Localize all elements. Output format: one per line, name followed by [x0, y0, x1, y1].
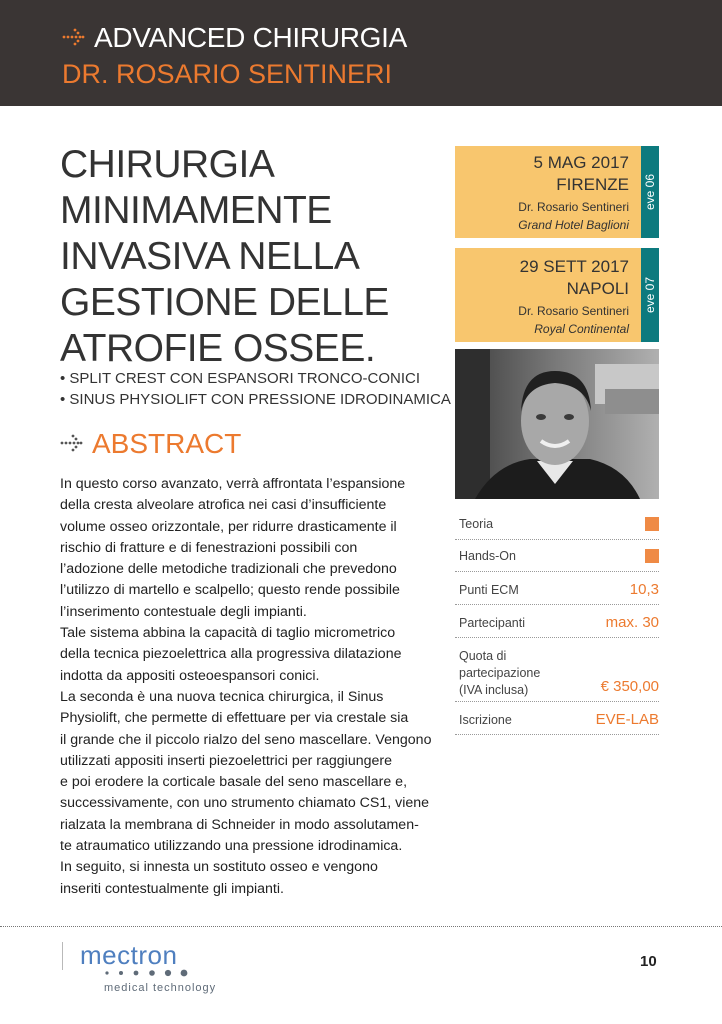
- abstract-line: In questo corso avanzato, verrà affrontata l’espansione: [60, 476, 406, 492]
- hands-on-indicator: [645, 549, 659, 563]
- info-label: Hands-On: [459, 549, 516, 563]
- title-line: CHIRURGIA: [60, 143, 275, 186]
- abstract-line: Physiolift, che permette di effettuare per via crestale sia: [60, 710, 409, 727]
- quota-label-line: partecipazione: [459, 666, 541, 680]
- doctor-photo: [455, 349, 659, 499]
- info-row-teoria: [455, 509, 659, 540]
- event-venue: Grand Hotel Baglioni: [518, 218, 629, 232]
- quota-label-line: Quota di: [459, 649, 507, 663]
- page-number: 10: [640, 953, 657, 970]
- info-label: Iscrizione: [459, 713, 512, 727]
- event-code: eve 07: [643, 276, 657, 314]
- course-info-table: [455, 509, 659, 735]
- dotted-arrow-icon: [60, 434, 86, 452]
- header-band: [0, 0, 722, 106]
- info-row-hands-on: [455, 540, 659, 572]
- footer-divider: [0, 926, 722, 927]
- abstract-line: il grande che il piccolo rialzo del seno mascellare. Vengono: [60, 731, 432, 748]
- event-card-firenze: [455, 146, 659, 238]
- quota-label-line: (IVA inclusa): [459, 683, 529, 697]
- bullet-item: • SPLIT CREST CON ESPANSORI TRONCO-CONICI: [60, 370, 421, 387]
- abstract-line: della cresta alveolare atrofica nei casi d’insufficiente: [60, 497, 387, 514]
- info-label: Partecipanti: [459, 616, 526, 630]
- dotted-arrow-icon: [62, 28, 88, 46]
- event-card-napoli: [455, 248, 659, 342]
- abstract-line: te atraumatico utilizzando una pressione idrodinamica.: [60, 838, 403, 855]
- info-value: € 350,00: [600, 678, 659, 695]
- info-value: EVE-LAB: [595, 711, 659, 728]
- abstract-line: inseriti contestualmente gli impianti.: [60, 880, 284, 897]
- logo-dots-icon: [104, 968, 204, 978]
- abstract-line: l’adozione delle metodiche tradizionali che prevedono: [60, 561, 397, 578]
- abstract-line: Tale sistema abbina la capacità di taglio micrometrico: [60, 625, 396, 642]
- info-label: Teoria: [459, 517, 494, 531]
- abstract-body: [60, 474, 445, 900]
- info-label: Punti ECM: [459, 583, 519, 597]
- header-subtitle: DR. ROSARIO SENTINERI: [62, 59, 393, 89]
- teoria-indicator: [645, 517, 659, 531]
- abstract-line: volume osseo orizzontale, per ridurre drasticamente il: [60, 518, 397, 535]
- event-city: FIRENZE: [556, 175, 629, 194]
- event-date: 5 MAG 2017: [533, 153, 629, 172]
- header-line1: ADVANCED CHIRURGIA: [94, 22, 408, 53]
- event-code-tag: [641, 248, 659, 342]
- portrait-image: [455, 349, 659, 499]
- info-value: max. 30: [605, 614, 659, 631]
- abstract-line: e poi erodere la corticale basale del seno mascellare e,: [60, 774, 408, 791]
- header-title: [62, 22, 407, 54]
- abstract-line: successivamente, con uno strumento chiamato CS1, viene: [60, 795, 430, 812]
- info-row-iscrizione: [455, 702, 659, 735]
- abstract-heading: [60, 428, 241, 460]
- bullet-item: • SINUS PHYSIOLIFT CON PRESSIONE IDRODINAMICA: [60, 391, 451, 408]
- logo-tagline: medical technology: [104, 982, 217, 994]
- abstract-line: l’utilizzo di martello e scalpello; questo rende possibile: [60, 582, 400, 599]
- event-doctor: Dr. Rosario Sentineri: [518, 200, 629, 214]
- abstract-line: rischio di fratture e di fenestrazioni possibili con: [60, 539, 358, 556]
- abstract-line: rialzata la membrana di Schneider in modo assolutamen-: [60, 816, 419, 833]
- event-venue: Royal Continental: [534, 322, 629, 336]
- abstract-line: utilizzati appositi inserti piezoelettrici per raggiungere: [60, 752, 392, 769]
- event-city: NAPOLI: [566, 279, 629, 298]
- info-row-punti-ecm: [455, 572, 659, 605]
- abstract-heading-text: ABSTRACT: [92, 428, 242, 459]
- abstract-line: La seconda è una nuova tecnica chirurgica, il Sinus: [60, 688, 384, 705]
- event-code: eve 06: [643, 173, 657, 211]
- course-title: [60, 142, 450, 372]
- title-line: MINIMAMENTE: [60, 189, 332, 232]
- event-date: 29 SETT 2017: [519, 257, 629, 276]
- title-line: ATROFIE OSSEE.: [60, 327, 376, 370]
- title-line: INVASIVA NELLA: [60, 235, 360, 278]
- logo-divider: [62, 942, 63, 970]
- event-doctor: Dr. Rosario Sentineri: [518, 304, 629, 318]
- abstract-line: della tecnica piezoelettrica alla progressiva dilatazione: [60, 646, 402, 663]
- mectron-logo: [62, 938, 232, 998]
- abstract-line: indotta da appositi osteoespansori conici.: [60, 667, 320, 684]
- abstract-line: l’inserimento contestuale degli impianti.: [60, 603, 307, 620]
- title-line: GESTIONE DELLE: [60, 281, 389, 324]
- info-value: 10,3: [629, 581, 659, 598]
- info-row-quota: [455, 638, 659, 702]
- logo-wordmark: mectron: [80, 940, 178, 970]
- topic-bullets: [60, 368, 451, 410]
- info-row-partecipanti: [455, 605, 659, 638]
- abstract-line: In seguito, si innesta un sostituto osseo e vengono: [60, 859, 378, 876]
- event-code-tag: [641, 146, 659, 238]
